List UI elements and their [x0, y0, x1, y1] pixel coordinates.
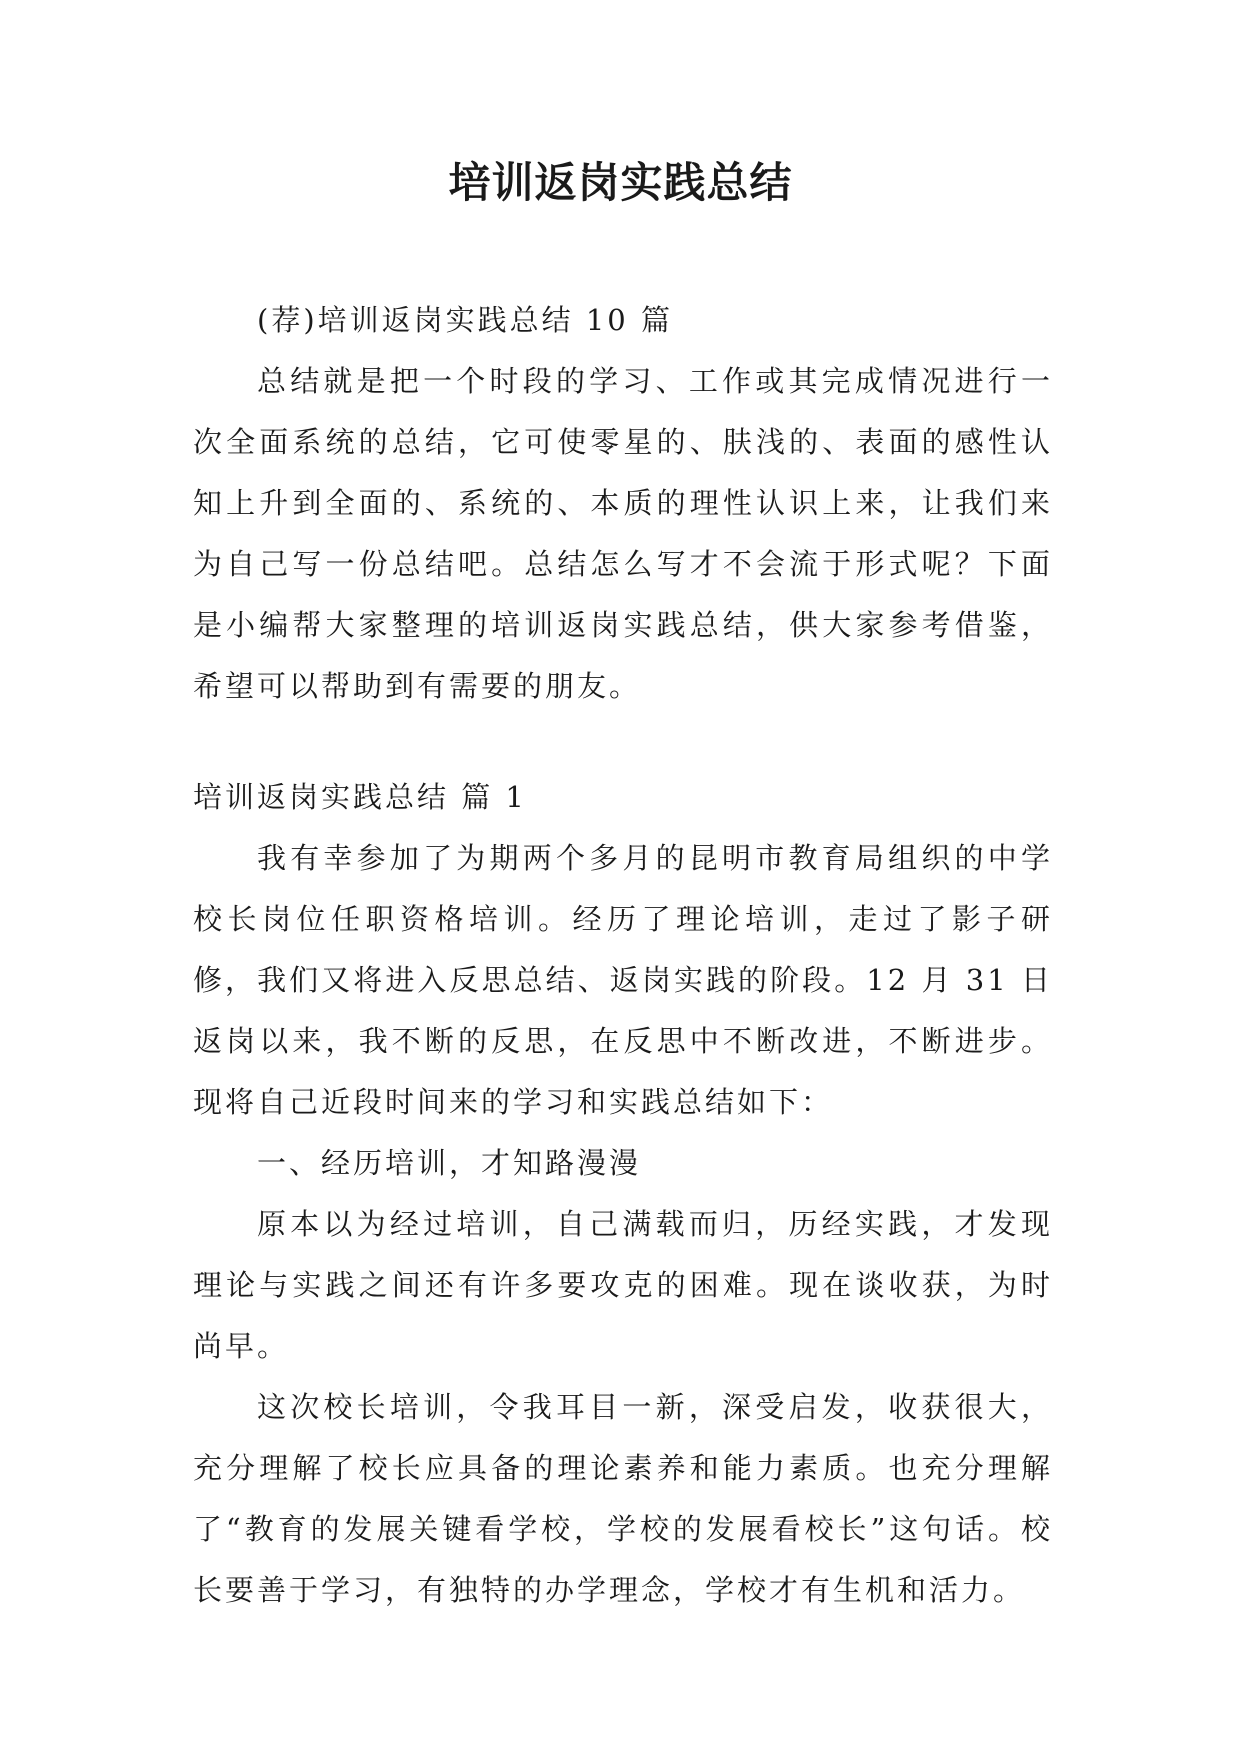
- subsection-heading: 一、经历培训，才知路漫漫: [257, 1146, 642, 1180]
- document-body: [193, 290, 1053, 1621]
- body-paragraph: 原本以为经过培训，自己满载而归，历经实践，才发现理论与实践之间还有许多要攻克的困难。现在谈收获，为时尚早。: [193, 1207, 1053, 1363]
- document-title: 培训返岗实践总结: [448, 158, 793, 207]
- intro-paragraph: 总结就是把一个时段的学习、工作或其完成情况进行一次全面系统的总结，它可使零星的、肤浅的、表面的感性认知上升到全面的、系统的、本质的理性认识上来，让我们来为自己写一份总结吧。总结怎么写才不会流于形式呢？下面是小编帮大家整理的培训返岗实践总结，供大家参考借鉴，希望可以帮助到有需要的朋友。: [193, 364, 1053, 703]
- section-heading: 培训返岗实践总结 篇 1: [193, 780, 527, 814]
- body-paragraph: 我有幸参加了为期两个多月的昆明市教育局组织的中学校长岗位任职资格培训。经历了理论培训，走过了影子研修，我们又将进入反思总结、返岗实践的阶段。12 月 31 日返岗以来，我不断的反思，在反思中不断改进，不断进步。现将自己近段时间来的学习和实践总结如下：: [193, 841, 1053, 1119]
- document-subtitle: (荐)培训返岗实践总结 10 篇: [257, 303, 673, 337]
- body-paragraph: 这次校长培训，令我耳目一新，深受启发，收获很大，充分理解了校长应具备的理论素养和能力素质。也充分理解了“教育的发展关键看学校，学校的发展看校长”这句话。校长要善于学习，有独特的办学理念，学校才有生机和活力。: [193, 1390, 1053, 1607]
